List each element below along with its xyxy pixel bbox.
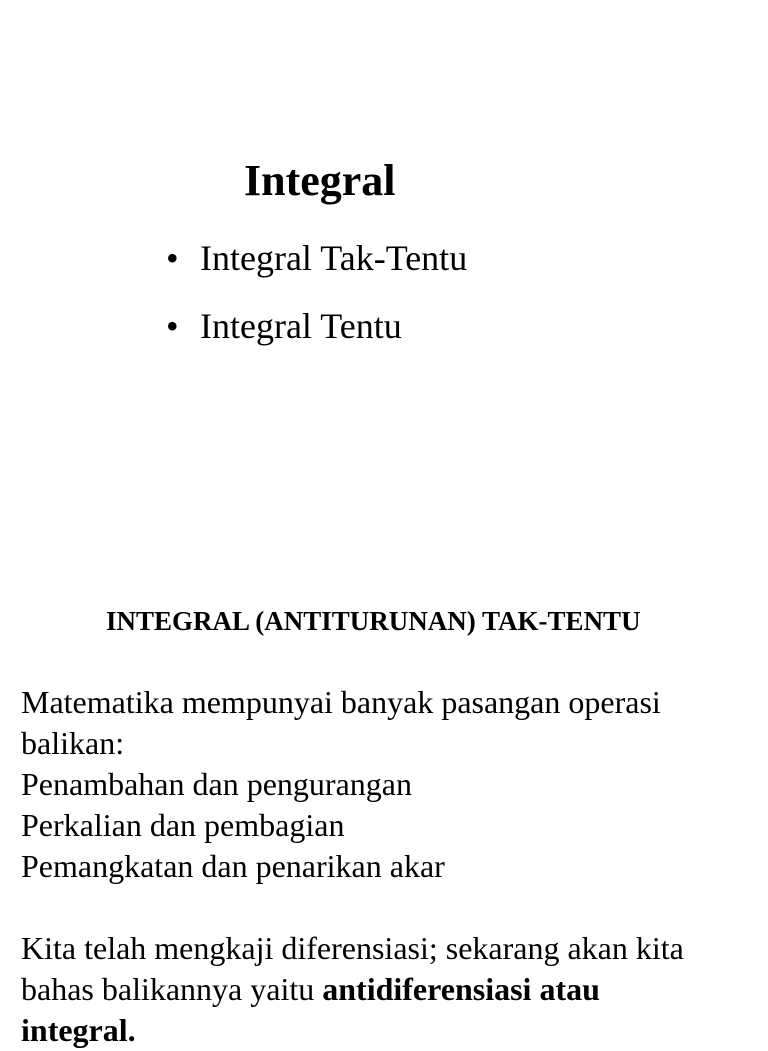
body-line: Matematika mempunyai banyak pasangan operasi xyxy=(21,684,661,720)
body-line xyxy=(21,969,751,1010)
section-heading: INTEGRAL (ANTITURUNAN) TAK-TENTU xyxy=(106,606,641,636)
topic-item xyxy=(166,236,467,280)
bullet-icon: • xyxy=(166,238,179,278)
body-text-bold: integral. xyxy=(21,1012,136,1048)
body-line: Penambahan dan pengurangan xyxy=(21,766,412,802)
body-text-plain: bahas balikannya yaitu xyxy=(21,971,323,1007)
body-line xyxy=(21,1010,751,1051)
topic-list xyxy=(166,236,467,372)
topic-label: Integral Tak-Tentu xyxy=(200,238,468,278)
paragraph-gap xyxy=(21,887,751,928)
body-text-bold: antidiferensiasi atau xyxy=(322,971,600,1007)
slide-title: Integral xyxy=(244,156,396,205)
body-line: Pemangkatan dan penarikan akar xyxy=(21,848,445,884)
body-text xyxy=(21,682,751,1051)
body-line: Perkalian dan pembagian xyxy=(21,807,345,843)
bullet-icon: • xyxy=(166,306,179,346)
body-line: balikan: xyxy=(21,725,125,761)
topic-label: Integral Tentu xyxy=(200,306,402,346)
body-line: Kita telah mengkaji diferensiasi; sekarang akan kita xyxy=(21,930,684,966)
topic-item xyxy=(166,304,467,348)
